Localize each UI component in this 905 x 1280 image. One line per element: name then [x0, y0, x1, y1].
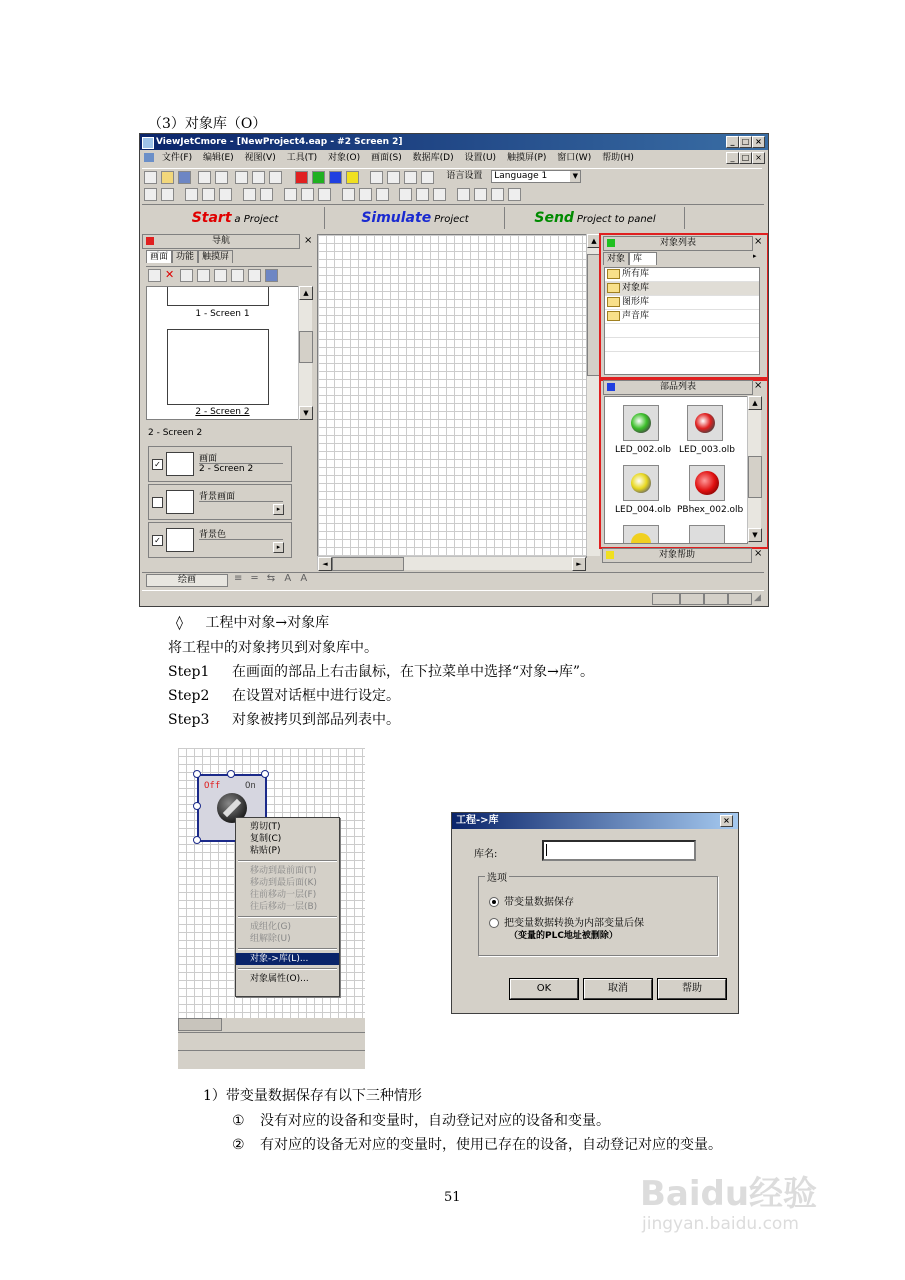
same-height-icon[interactable]	[416, 188, 429, 201]
text-cursor	[546, 844, 547, 856]
menu-object[interactable]: 对象(O)	[328, 153, 361, 163]
page-number: 51	[444, 1190, 461, 1205]
dialog-close-button[interactable]: ×	[720, 815, 733, 827]
same-width-icon[interactable]	[399, 188, 412, 201]
prop-screen-label: 画面	[199, 454, 218, 464]
scroll-up-icon[interactable]: ▲	[299, 286, 313, 300]
prop-bgcolor-checkbox[interactable]: ✓	[152, 535, 163, 546]
send-label: Send	[534, 210, 574, 226]
menu-item-bring-forward[interactable]: 往前移动一层(F)	[250, 890, 317, 900]
note-number: ①	[232, 1113, 245, 1129]
menu-screen[interactable]: 画面(S)	[371, 153, 402, 163]
scroll-thumb[interactable]	[299, 331, 313, 363]
object-list-title: 对象列表	[659, 238, 696, 248]
cancel-button[interactable]: 取消	[584, 979, 652, 999]
option-2-label: 把变量数据转换为内部变量后保	[504, 918, 644, 929]
step-row	[168, 709, 400, 729]
preview-icon[interactable]	[215, 171, 228, 184]
prop-bgscreen-checkbox[interactable]	[152, 497, 163, 508]
led-thumb	[687, 405, 723, 441]
parts-list-panel	[599, 377, 769, 549]
step-row	[168, 685, 400, 705]
folder-sound[interactable]: 声音库	[605, 310, 759, 324]
scroll-up-icon[interactable]: ▲	[748, 396, 762, 410]
app-titlebar	[140, 134, 768, 150]
text-format-icons[interactable]: ≡ ═ ⇆ A A	[234, 573, 311, 584]
note-row	[232, 1134, 722, 1154]
bullet-text: 工程中对象→对象库	[205, 615, 330, 631]
child-minimize-button[interactable]: _	[726, 152, 739, 164]
resize-handle[interactable]	[227, 770, 235, 778]
bullet-icon: ◊	[176, 615, 183, 631]
object-list-header	[603, 236, 753, 251]
object-list-close-icon[interactable]: ×	[754, 236, 763, 247]
prop-screen-value: 2 - Screen 2	[199, 463, 283, 474]
copy-icon[interactable]	[202, 188, 215, 201]
yellow-color-icon[interactable]	[346, 171, 359, 184]
menu-item-send-backward[interactable]: 往后移动一层(B)	[250, 902, 318, 912]
blue-color-icon[interactable]	[329, 171, 342, 184]
toolbar-main	[142, 168, 762, 185]
order-backward-icon[interactable]	[508, 188, 521, 201]
option-convert-internal[interactable]	[489, 914, 644, 929]
menu-database[interactable]: 数据库(D)	[412, 153, 454, 163]
redo-icon[interactable]	[161, 188, 174, 201]
switch-off-label: Off	[204, 781, 221, 791]
prop-bgcolor-label: 背景色	[199, 530, 227, 540]
part-item[interactable]	[677, 465, 743, 515]
start-sub-label: a Project	[234, 214, 279, 225]
status-pane	[728, 593, 752, 605]
expand-arrow-icon[interactable]: ▸	[273, 504, 284, 515]
menu-item-bring-to-front[interactable]: 移动到最前面(T)	[250, 866, 317, 876]
menu-item-object-properties[interactable]: 对象属性(O)...	[250, 974, 309, 984]
note-number: ②	[232, 1137, 245, 1153]
context-menu	[235, 817, 340, 997]
menu-touchscreen[interactable]: 触摸屏(P)	[506, 153, 547, 163]
screen-thumb-1[interactable]	[167, 287, 269, 306]
delete-screen-icon[interactable]: ✕	[165, 268, 175, 281]
screen-list-scrollbar[interactable]	[298, 286, 312, 420]
draw-button[interactable]: 绘画	[146, 574, 228, 587]
undo-icon[interactable]	[144, 188, 157, 201]
resize-handle[interactable]	[193, 802, 201, 810]
canvas-hscrollbar[interactable]	[317, 556, 586, 570]
paste-screen-icon[interactable]	[197, 269, 210, 282]
draw-toolbar	[142, 572, 764, 587]
design-canvas[interactable]	[317, 234, 587, 558]
led-yellow-icon	[631, 533, 651, 544]
nav-panel-header	[142, 234, 300, 249]
send-sub-label: Project to panel	[576, 214, 656, 225]
minimize-button[interactable]: _	[726, 136, 739, 148]
note-row	[232, 1110, 610, 1130]
tab-screen[interactable]: 画面	[146, 250, 172, 263]
object-list-panel	[599, 233, 769, 381]
delete-icon[interactable]	[243, 188, 256, 201]
menu-item-paste[interactable]: 粘贴(P)	[250, 846, 281, 856]
menu-item-copy[interactable]: 复制(C)	[250, 834, 282, 844]
menu-file[interactable]: 文件(F)	[161, 153, 193, 163]
divider	[178, 1032, 365, 1033]
context-menu-screenshot	[178, 748, 365, 1069]
options-group-label: 选项	[485, 869, 509, 884]
menu-settings[interactable]: 设置(U)	[464, 153, 497, 163]
prop-bgscreen-line	[199, 501, 283, 502]
tab-touchscreen[interactable]: 触摸屏	[198, 250, 233, 263]
bullet-line	[176, 612, 329, 632]
chevron-down-icon[interactable]: ▼	[570, 171, 580, 182]
paste-icon[interactable]	[219, 188, 232, 201]
divider	[178, 1050, 365, 1051]
view-icon[interactable]	[231, 269, 244, 282]
step-text: 在设置对话框中进行设定。	[232, 688, 400, 704]
nav-panel	[142, 234, 314, 570]
grid-icon[interactable]	[387, 171, 400, 184]
note-text: 没有对应的设备和变量时，自动登记对应的设备和变量。	[260, 1113, 610, 1129]
watermark-url: jingyan.baidu.com	[642, 1214, 799, 1234]
align-icon[interactable]	[370, 171, 383, 184]
dialog-titlebar	[452, 813, 738, 829]
nav-close-icon[interactable]: ×	[304, 235, 313, 246]
grid-snap-icon[interactable]	[404, 171, 417, 184]
folder-icon	[607, 311, 620, 321]
object-list-color-icon	[607, 239, 615, 247]
status-pane	[652, 593, 680, 605]
canvas-bottom-area	[178, 1018, 365, 1069]
folder-icon	[607, 269, 620, 279]
prop-background-screen	[148, 484, 292, 520]
library-name-input[interactable]	[542, 840, 696, 861]
step-label: Step3	[168, 712, 210, 728]
prop-bgscreen-swatch	[166, 490, 194, 514]
screen-label-2[interactable]: 2 - Screen 2	[195, 407, 250, 417]
fill-icon[interactable]	[260, 188, 273, 201]
menu-window[interactable]: 窗口(W)	[557, 153, 592, 163]
menu-separator	[238, 860, 337, 862]
app-title: ViewJetCmore - [NewProject4.eap - #2 Screen 2]	[156, 137, 403, 147]
copy-screen-icon[interactable]	[180, 269, 193, 282]
align-bottom-icon[interactable]	[376, 188, 389, 201]
switch-thumb-partial	[689, 525, 725, 544]
order-forward-icon[interactable]	[491, 188, 504, 201]
library-name-label: 库名:	[474, 849, 498, 860]
parts-grid	[604, 396, 748, 544]
dialog-title: 工程->库	[456, 815, 499, 826]
prop-bgcolor-swatch	[166, 528, 194, 552]
option-keep-variables[interactable]	[489, 893, 574, 908]
step-text: 对象被拷贝到部品列表中。	[232, 712, 400, 728]
option-2-note: （变量的PLC地址被删除）	[509, 931, 618, 941]
start-label: Start	[191, 210, 232, 226]
order-front-icon[interactable]	[457, 188, 470, 201]
part-name: LED_004.olb	[615, 505, 671, 515]
led-thumb	[689, 465, 725, 501]
status-pane	[704, 593, 728, 605]
prop-bgscreen-label: 背景画面	[199, 492, 236, 502]
led-green-icon	[631, 413, 651, 433]
nav-title: 导航	[211, 236, 230, 246]
child-restore-button[interactable]: □	[739, 152, 752, 164]
tab-scroll-right-icon[interactable]: ▸	[753, 252, 757, 260]
resize-handle[interactable]	[193, 770, 201, 778]
options-group	[478, 873, 718, 956]
folder-icon	[607, 283, 620, 293]
led-yellow-icon	[631, 473, 651, 493]
child-close-button[interactable]: ×	[752, 152, 765, 164]
status-pane	[680, 593, 704, 605]
folder-object[interactable]: 对象库	[605, 282, 759, 296]
baidu-watermark	[640, 1162, 855, 1242]
simulate-project-button[interactable]	[326, 207, 505, 229]
object-help-header	[602, 548, 752, 563]
part-name: PBhex_002.olb	[677, 505, 744, 515]
menu-edit[interactable]: 编辑(E)	[202, 153, 234, 163]
scroll-down-icon[interactable]: ▼	[748, 528, 762, 542]
part-item[interactable]	[677, 405, 737, 455]
tab-objects[interactable]: 对象	[603, 252, 629, 265]
prop-screen	[148, 446, 292, 482]
tab-function[interactable]: 功能	[172, 250, 198, 263]
step-text: 在画面的部品上右击鼠标，在下拉菜单中选择“对象→库”。	[232, 664, 595, 680]
start-project-button[interactable]	[146, 207, 325, 229]
scroll-up-icon[interactable]: ▲	[587, 234, 601, 248]
object-list-tabs	[603, 252, 763, 266]
led-thumb-partial	[623, 525, 659, 544]
tab-library[interactable]: 库	[629, 252, 657, 265]
prop-background-color	[148, 522, 292, 558]
nav-tabs	[146, 250, 233, 263]
new-screen-icon[interactable]	[148, 269, 161, 282]
status-bar	[142, 590, 764, 605]
prop-screen-checkbox[interactable]: ✓	[152, 459, 163, 470]
object-help-title: 对象帮助	[658, 550, 695, 560]
open-icon[interactable]	[161, 171, 174, 184]
part-name: LED_002.olb	[615, 445, 671, 455]
object-help-color-icon	[606, 551, 614, 559]
align-right-icon[interactable]	[318, 188, 331, 201]
app-logo-icon	[142, 137, 154, 149]
zoom-icon[interactable]	[421, 171, 434, 184]
screen-thumb-2[interactable]	[167, 329, 269, 405]
screen-label-1[interactable]: 1 - Screen 1	[195, 309, 250, 319]
align-left-icon[interactable]	[284, 188, 297, 201]
menu-help[interactable]: 帮助(H)	[602, 153, 634, 163]
properties-icon[interactable]	[214, 269, 227, 282]
prop-bgcolor-line	[199, 539, 283, 540]
project-to-library-dialog	[451, 812, 739, 1014]
menu-separator	[238, 948, 337, 950]
library-tree	[604, 267, 760, 375]
h-scroll-thumb[interactable]	[178, 1018, 222, 1031]
parts-list-color-icon	[607, 383, 615, 391]
scroll-thumb[interactable]	[332, 557, 404, 571]
step-label: Step2	[168, 688, 210, 704]
app-screenshot	[139, 133, 769, 607]
resize-handle[interactable]	[193, 836, 201, 844]
info-icon[interactable]	[269, 171, 282, 184]
led-thumb	[623, 405, 659, 441]
part-item[interactable]	[613, 465, 673, 515]
window-icon[interactable]	[248, 269, 261, 282]
new-icon[interactable]	[144, 171, 157, 184]
save-icon[interactable]	[178, 171, 191, 184]
language-select-value: Language 1	[494, 171, 548, 181]
menu-tools[interactable]: 工具(T)	[286, 153, 318, 163]
nav-color-icon	[146, 237, 154, 245]
resize-grip-icon[interactable]: ◢	[754, 593, 761, 603]
grid-view-icon[interactable]	[265, 269, 278, 282]
parts-list-close-icon[interactable]: ×	[754, 380, 763, 391]
note-text: 有对应的设备无对应的变量时，使用已存在的设备，自动登记对应的变量。	[260, 1137, 722, 1153]
menu-separator	[238, 916, 337, 918]
parts-scrollbar[interactable]	[747, 396, 761, 542]
language-select[interactable]	[491, 170, 581, 183]
step-label: Step1	[168, 664, 210, 680]
menu-item-send-to-back[interactable]: 移动到最后面(K)	[250, 878, 317, 888]
object-help-close-icon[interactable]: ×	[754, 548, 763, 559]
send-project-button[interactable]	[506, 207, 685, 229]
lang-setting-label: 语言设置	[446, 171, 483, 181]
menu-separator	[238, 968, 337, 970]
menu-item-object-to-library[interactable]: 对象->库(L)...	[236, 953, 339, 965]
switch-knob	[223, 799, 241, 817]
canvas-vscrollbar[interactable]	[586, 234, 600, 556]
simulate-label: Simulate	[361, 210, 432, 226]
folder-graphics[interactable]: 图形库	[605, 296, 759, 310]
scroll-thumb[interactable]	[748, 456, 762, 498]
part-item[interactable]	[613, 405, 673, 455]
switch-on-label: On	[245, 781, 256, 791]
nav-toolbar	[146, 266, 312, 283]
print-icon[interactable]	[235, 171, 248, 184]
intro-text: 将工程中的对象拷贝到对象库中。	[168, 640, 378, 656]
menu-item-cut[interactable]: 剪切(T)	[250, 822, 281, 832]
led-red-icon	[695, 413, 715, 433]
print-preview-icon[interactable]	[252, 171, 265, 184]
step-row	[168, 661, 594, 681]
ok-button[interactable]: OK	[510, 979, 578, 999]
folder-all[interactable]: 所有库	[605, 268, 759, 282]
menu-item-group[interactable]: 成组化(G)	[250, 922, 291, 932]
part-name: LED_003.olb	[679, 445, 735, 455]
scroll-left-icon[interactable]: ◄	[318, 557, 332, 571]
red-color-icon[interactable]	[295, 171, 308, 184]
close-button[interactable]: ×	[752, 136, 765, 148]
help-button[interactable]: 帮助	[658, 979, 726, 999]
note-heading: 1）带变量数据保存有以下三种情形	[203, 1088, 422, 1104]
action-bar	[142, 204, 764, 231]
menu-bar	[144, 152, 764, 165]
scroll-right-icon[interactable]: ►	[572, 557, 586, 571]
radio-selected-icon[interactable]	[489, 897, 499, 907]
button-red-icon	[695, 471, 719, 495]
option-1-label: 带变量数据保存	[504, 897, 574, 908]
cut-icon[interactable]	[185, 188, 198, 201]
prop-screen-swatch	[166, 452, 194, 476]
folder-icon	[607, 297, 620, 307]
align-top-icon[interactable]	[342, 188, 355, 201]
menu-view[interactable]: 视图(V)	[244, 153, 276, 163]
order-back-icon[interactable]	[474, 188, 487, 201]
green-color-icon[interactable]	[312, 171, 325, 184]
scroll-down-icon[interactable]: ▼	[299, 406, 313, 420]
watermark-brand: Baidu经验	[640, 1174, 818, 1214]
maximize-button[interactable]: □	[739, 136, 752, 148]
menu-item-ungroup[interactable]: 组解除(U)	[250, 934, 291, 944]
toolbar-edit	[142, 186, 762, 202]
same-size-icon[interactable]	[433, 188, 446, 201]
parts-list-title: 部品列表	[659, 382, 696, 392]
simulate-sub-label: Project	[434, 214, 469, 225]
screen-icon[interactable]	[198, 171, 211, 184]
screen-list	[146, 286, 299, 420]
align-middle-icon[interactable]	[359, 188, 372, 201]
led-thumb	[623, 465, 659, 501]
section-heading: （3）对象库（O）	[148, 116, 267, 132]
parts-list-header	[603, 380, 753, 395]
radio-icon[interactable]	[489, 918, 499, 928]
current-screen-label: 2 - Screen 2	[148, 428, 203, 438]
doc-icon	[144, 153, 154, 162]
align-center-icon[interactable]	[301, 188, 314, 201]
expand-arrow-icon[interactable]: ▸	[273, 542, 284, 553]
resize-handle[interactable]	[261, 770, 269, 778]
